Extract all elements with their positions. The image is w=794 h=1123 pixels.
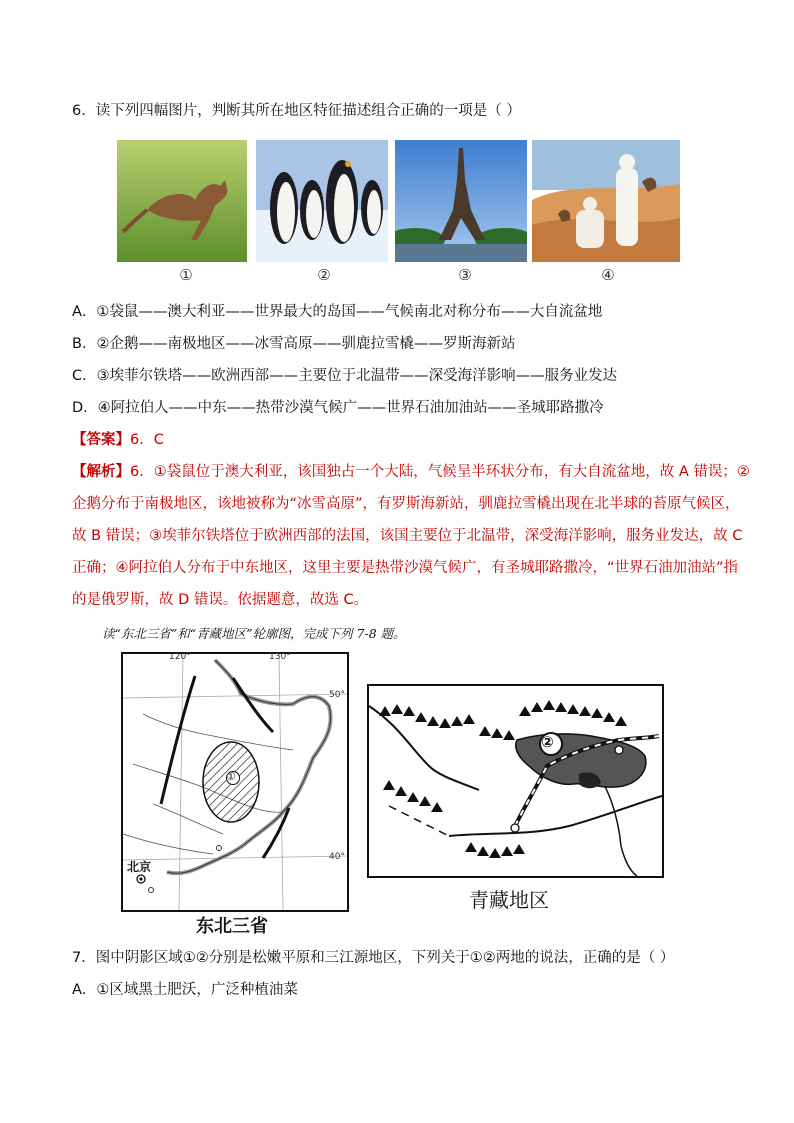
answer-tag: 【答案】 [72, 432, 130, 448]
caption-2: ② [317, 266, 331, 284]
arab-desert-photo [532, 140, 680, 262]
northeast-map-title: 东北三省 [196, 916, 268, 937]
northeast-map [121, 652, 349, 912]
lon-label-120: 120° [169, 652, 191, 662]
region-marker-1: ① [226, 770, 236, 783]
option-a: A．①袋鼠——澳大利亚——世界最大的岛国——气候南北对称分布——大自流盆地 [72, 304, 603, 320]
analysis-line-1 [72, 462, 750, 482]
option-d: D．④阿拉伯人——中东——热带沙漠气候广——世界石油加油站——圣城耶路撒冷 [72, 400, 604, 416]
qinghai-tibet-map [367, 684, 664, 878]
eiffel-tower-photo [395, 140, 527, 262]
city-label-beijing: 北京 [127, 860, 152, 874]
caption-4: ④ [601, 266, 615, 284]
option-b: B．②企鹅——南极地区——冰雪高原——驯鹿拉雪橇——罗斯海新站 [72, 336, 516, 352]
region-marker-2: ② [541, 733, 554, 751]
analysis-line-4: 正确；④阿拉伯人分布于中东地区，这里主要是热带沙漠气候广，有圣城耶路撒冷，“世界石油加油站”指 [72, 560, 739, 576]
analysis-line-5: 的是俄罗斯，故 D 错误。依据题意，故选 C。 [72, 592, 369, 608]
analysis-line-3: 故 B 错误；③埃菲尔铁塔位于欧洲西部的法国，该国主要位于北温带，深受海洋影响，服务业发达，故 C [72, 528, 743, 544]
analysis-line-2: 企鹅分布于南极地区，该地被称为“冰雪高原”，有罗斯海新站，驯鹿拉雪橇出现在北半球的苔原气候区， [72, 496, 740, 512]
lat-label-50: 50° [329, 690, 345, 700]
penguin-photo [256, 140, 388, 262]
q7-stem: 7．图中阴影区域①②分别是松嫩平原和三江源地区，下列关于①②两地的说法，正确的是（ ） [72, 950, 675, 966]
lon-label-130: 130° [269, 652, 291, 662]
lat-label-40: 40° [329, 852, 345, 862]
kangaroo-photo [117, 140, 247, 262]
answer-line [72, 430, 164, 450]
caption-1: ① [179, 266, 193, 284]
analysis-tag: 【解析】 [72, 464, 130, 480]
q7-option-a: A．①区域黑土肥沃，广泛种植油菜 [72, 982, 298, 998]
qinghai-tibet-map-title: 青藏地区 [469, 888, 549, 912]
answer-value: 6．C [130, 432, 164, 448]
q6-stem: 6．读下列四幅图片，判断其所在地区特征描述组合正确的一项是（ ） [72, 103, 521, 119]
map-intro: 读“东北三省”和“青藏地区”轮廓图，完成下列 7-8 题。 [102, 626, 406, 641]
option-c: C．③埃菲尔铁塔——欧洲西部——主要位于北温带——深受海洋影响——服务业发达 [72, 368, 618, 384]
analysis-text-1: 6．①袋鼠位于澳大利亚，该国独占一个大陆，气候呈半环状分布，有大自流盆地，故 A 错误；② [130, 464, 750, 480]
caption-3: ③ [458, 266, 472, 284]
